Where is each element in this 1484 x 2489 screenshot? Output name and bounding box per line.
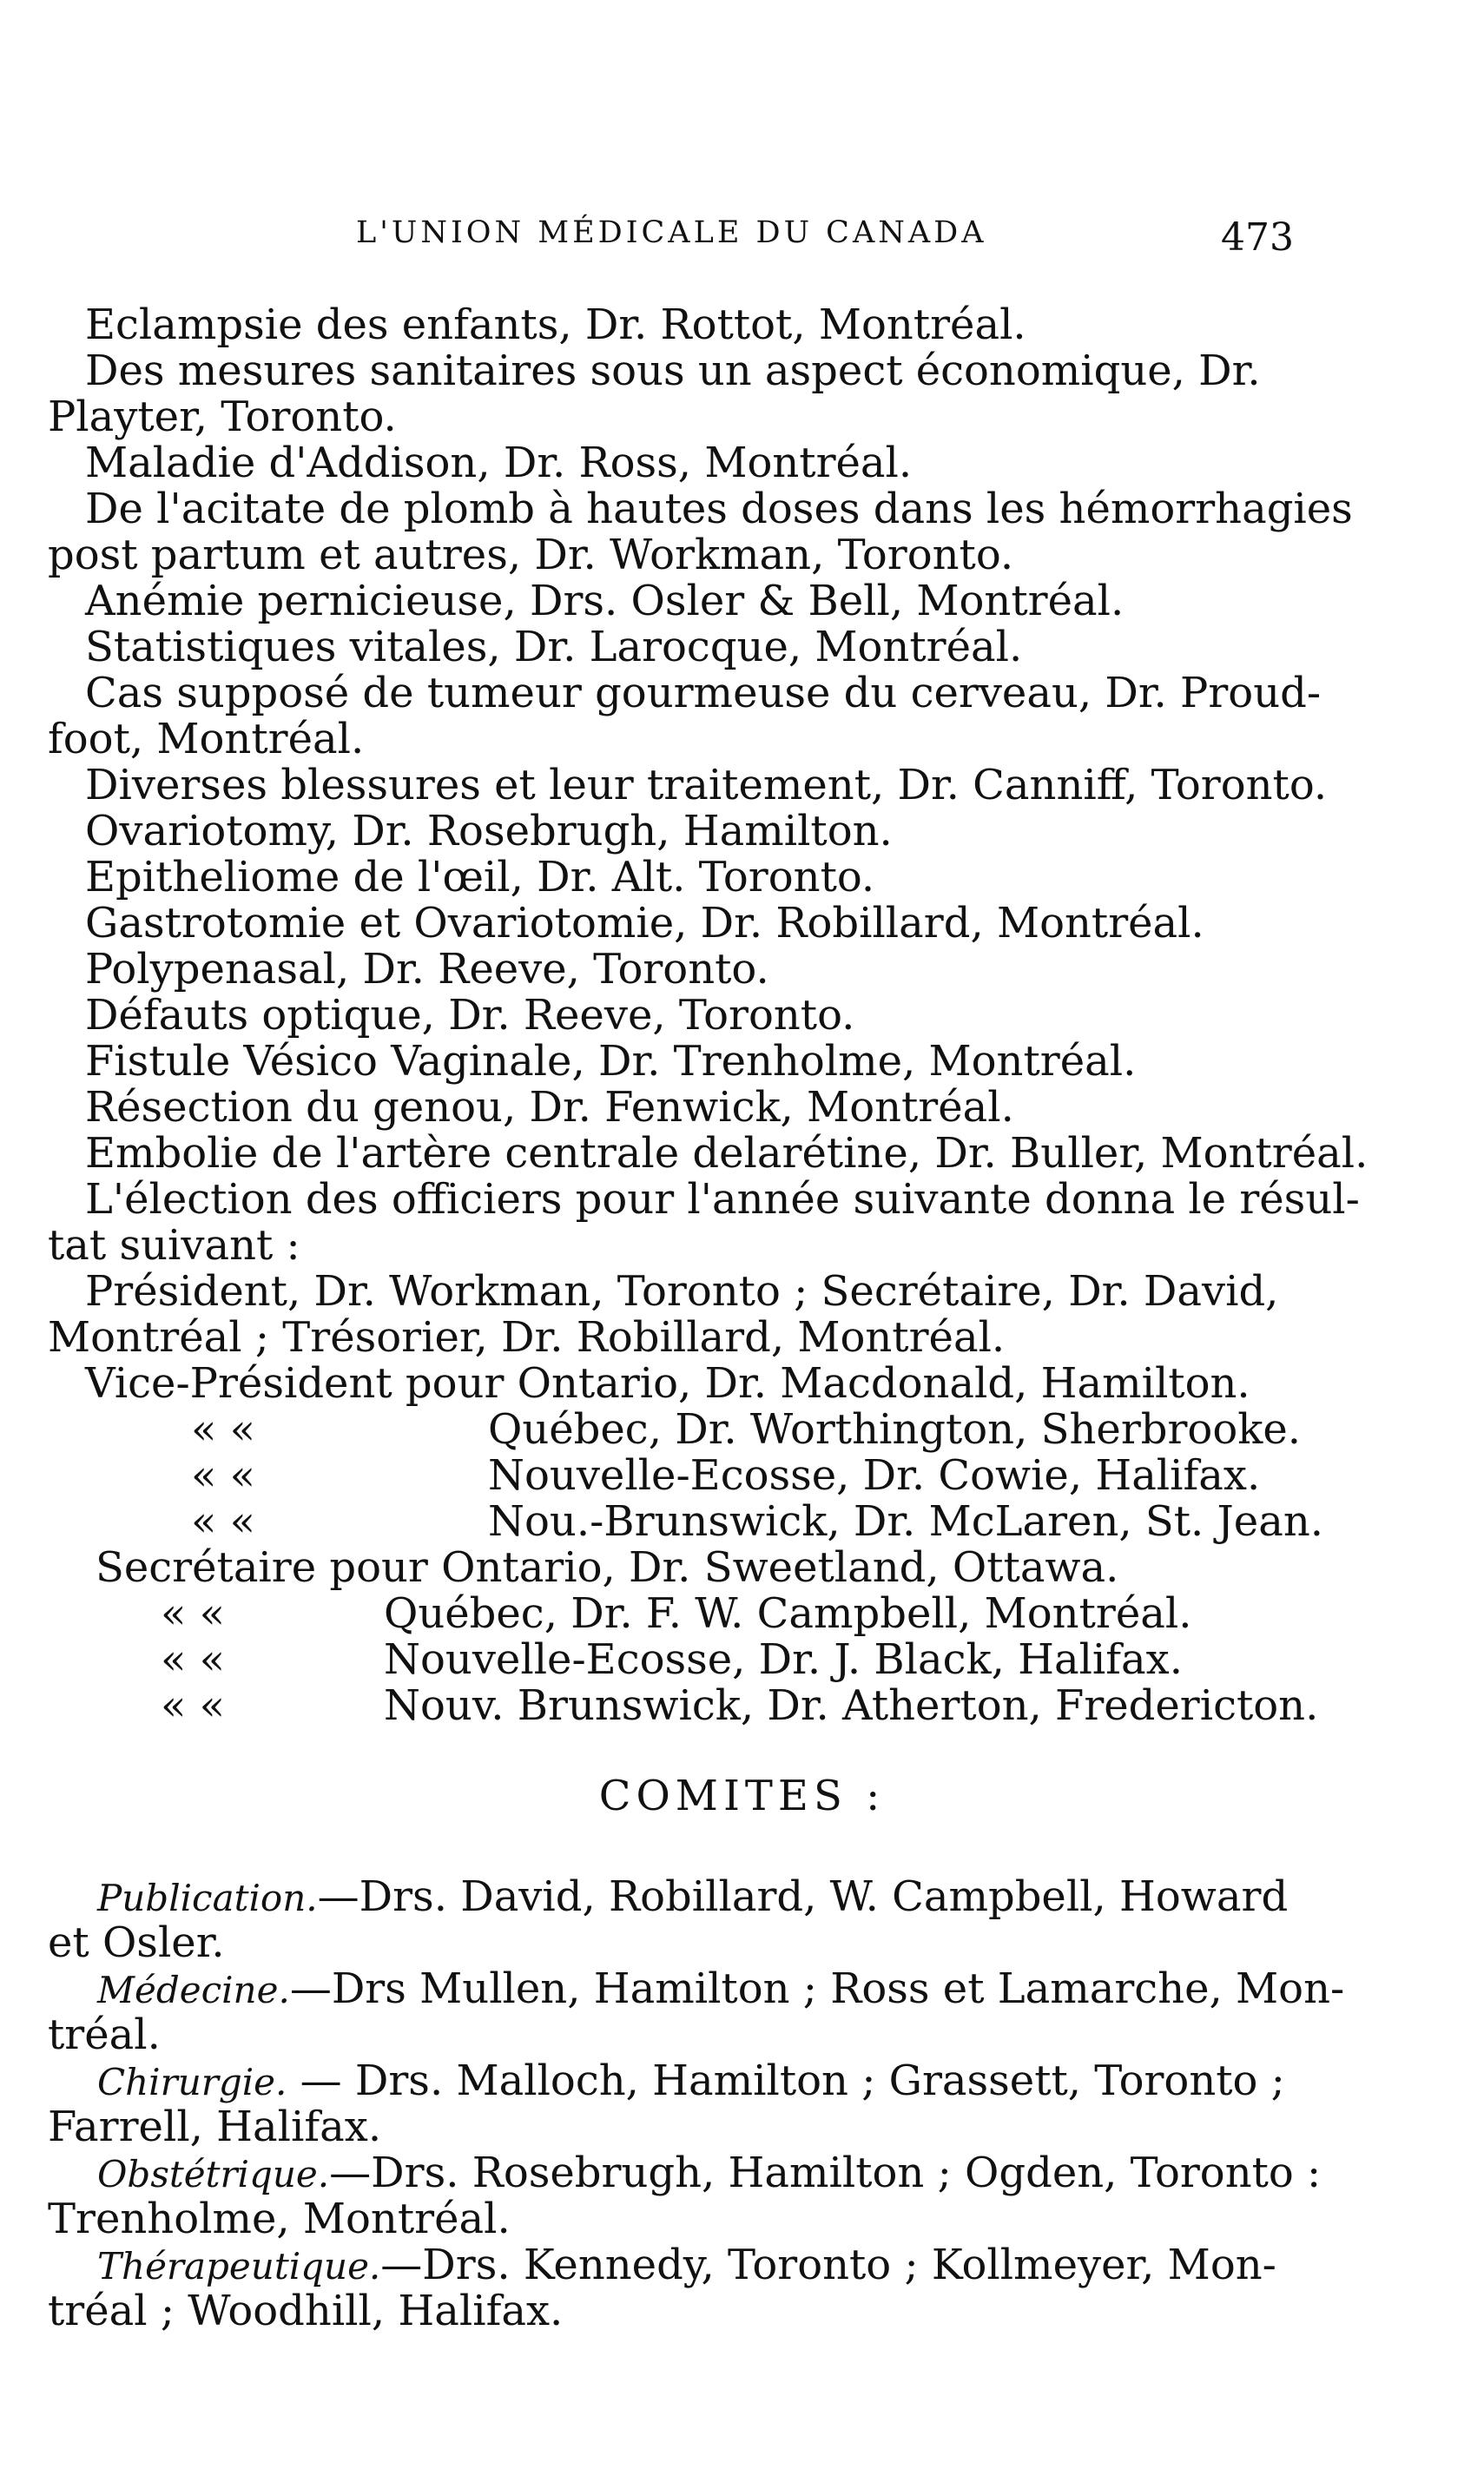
paper-line: Embolie de l'artère centrale delarétine, Dr. Buller, Montréal. xyxy=(85,1129,1369,1178)
committee-members: —Drs. David, Robillard, W. Campbell, Howard xyxy=(317,1872,1289,1921)
paper-line: Eclampsie des enfants, Dr. Rottot, Montréal. xyxy=(85,300,1026,349)
committee-line xyxy=(97,1964,1345,2013)
paper-line: Diverses blessures et leur traitement, Dr. Canniff, Toronto. xyxy=(85,761,1328,809)
ditto-marks: « « xyxy=(191,1451,255,1500)
committee-members: — Drs. Malloch, Hamilton ; Grassett, Toronto ; xyxy=(287,2057,1285,2105)
election-line: L'élection des officiers pour l'année suivante donna le résul- xyxy=(85,1175,1360,1224)
committees-heading: COMITES : xyxy=(598,1772,886,1820)
paper-line: Polypenasal, Dr. Reeve, Toronto. xyxy=(85,945,769,994)
election-line: tat suivant : xyxy=(48,1221,300,1270)
paper-line: Cas supposé de tumeur gourmeuse du cerveau, Dr. Proud- xyxy=(85,669,1322,717)
paper-line: Anémie pernicieuse, Drs. Osler & Bell, Montréal. xyxy=(85,577,1125,625)
paper-line: Des mesures sanitaires sous un aspect économique, Dr. xyxy=(85,347,1261,395)
election-line: Président, Dr. Workman, Toronto ; Secrétaire, Dr. David, xyxy=(85,1267,1279,1316)
paper-line: Playter, Toronto. xyxy=(48,393,397,441)
paper-line: Statistiques vitales, Dr. Larocque, Montréal. xyxy=(85,623,1023,671)
committee-line xyxy=(97,2241,1276,2289)
paper-line: Résection du genou, Dr. Fenwick, Montréal. xyxy=(85,1083,1014,1132)
page-header xyxy=(356,215,1294,267)
election-line: Montréal ; Trésorier, Dr. Robillard, Montréal. xyxy=(48,1313,1006,1362)
committee-continuation: tréal. xyxy=(48,2010,161,2059)
paper-line: post partum et autres, Dr. Workman, Toronto. xyxy=(48,531,1014,579)
committee-label: Médecine. xyxy=(97,1969,290,2011)
committee-continuation: tréal ; Woodhill, Halifax. xyxy=(48,2287,564,2335)
paper-line: Epitheliome de l'œil, Dr. Alt. Toronto. xyxy=(85,853,875,901)
paper-line: Gastrotomie et Ovariotomie, Dr. Robillard, Montréal. xyxy=(85,899,1204,947)
running-title: L'UNION MÉDICALE DU CANADA xyxy=(356,215,987,250)
secretary-line: Nouv. Brunswick, Dr. Atherton, Fredericton. xyxy=(384,1681,1319,1730)
secretary-line: Nouvelle-Ecosse, Dr. J. Black, Halifax. xyxy=(384,1635,1183,1684)
election-line: Vice-Président pour Ontario, Dr. Macdonald, Hamilton. xyxy=(85,1359,1250,1408)
committee-label: Thérapeutique. xyxy=(97,2245,381,2288)
vice-president-line: Nouvelle-Ecosse, Dr. Cowie, Halifax. xyxy=(488,1451,1261,1500)
ditto-marks: « « xyxy=(191,1497,255,1546)
secretary-line: Secrétaire pour Ontario, Dr. Sweetland, Ottawa. xyxy=(96,1543,1119,1592)
committee-line xyxy=(97,2057,1285,2105)
committee-label: Obstétrique. xyxy=(97,2153,330,2195)
secretary-line: Québec, Dr. F. W. Campbell, Montréal. xyxy=(384,1589,1192,1638)
committee-continuation: et Osler. xyxy=(48,1918,225,1967)
committee-members: —Drs. Kennedy, Toronto ; Kollmeyer, Mon- xyxy=(380,2241,1276,2289)
paper-line: foot, Montréal. xyxy=(48,715,365,763)
committee-line xyxy=(97,1872,1289,1921)
ditto-marks: « « xyxy=(161,1635,225,1684)
paper-line: De l'acitate de plomb à hautes doses dans les hémorrhagies xyxy=(85,485,1353,533)
paper-line: Fistule Vésico Vaginale, Dr. Trenholme, Montréal. xyxy=(85,1037,1137,1086)
committee-label: Publication. xyxy=(97,1877,318,1919)
paper-line: Maladie d'Addison, Dr. Ross, Montréal. xyxy=(85,439,913,487)
ditto-marks: « « xyxy=(161,1681,225,1730)
committee-continuation: Farrell, Halifax. xyxy=(48,2103,382,2151)
ditto-marks: « « xyxy=(191,1405,255,1454)
committee-label: Chirurgie. xyxy=(97,2061,287,2103)
vice-president-line: Nou.-Brunswick, Dr. McLaren, St. Jean. xyxy=(488,1497,1323,1546)
committee-members: —Drs. Rosebrugh, Hamilton ; Ogden, Toronto : xyxy=(329,2149,1322,2197)
committee-members: —Drs Mullen, Hamilton ; Ross et Lamarche, Mon- xyxy=(289,1964,1345,2013)
ditto-marks: « « xyxy=(161,1589,225,1638)
paper-line: Ovariotomy, Dr. Rosebrugh, Hamilton. xyxy=(85,807,893,855)
page-number: 473 xyxy=(1221,215,1294,260)
vice-president-line: Québec, Dr. Worthington, Sherbrooke. xyxy=(488,1405,1301,1454)
committee-continuation: Trenholme, Montréal. xyxy=(48,2195,511,2243)
committee-line xyxy=(97,2149,1322,2197)
paper-line: Défauts optique, Dr. Reeve, Toronto. xyxy=(85,991,855,1040)
